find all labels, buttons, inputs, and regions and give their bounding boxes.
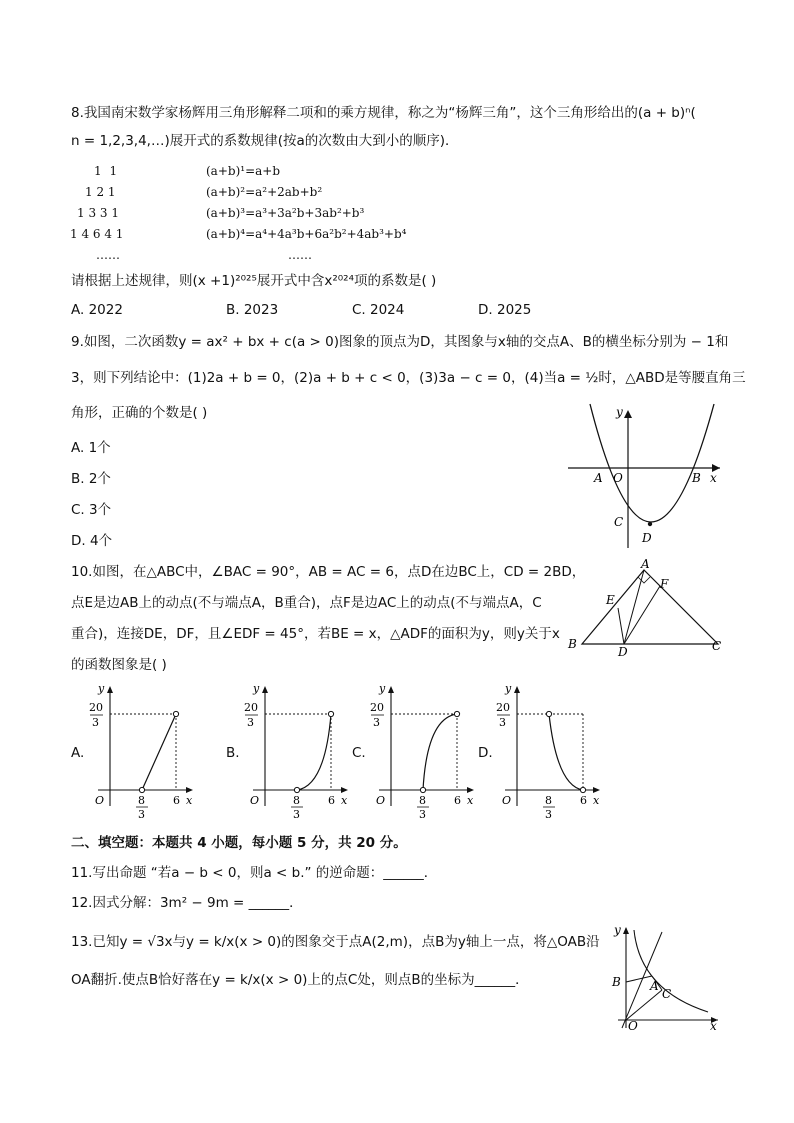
label-x: x xyxy=(710,1019,717,1032)
y-tick-numerator: 20 xyxy=(370,701,384,714)
q10-line1: 10.如图，在△ABC中，∠BAC = 90°，AB = AC = 6，点D在边BC上，CD = 2BD， xyxy=(71,564,586,580)
y-tick-numerator: 20 xyxy=(89,701,103,714)
q10-graph-b xyxy=(243,680,353,820)
x-tick-denominator: 3 xyxy=(419,808,426,820)
y-axis-arrow xyxy=(623,927,629,934)
triangle-abc xyxy=(582,570,718,644)
label-a: A xyxy=(641,557,650,571)
q8-line1: 8.我国南宋数学家杨辉用三角形解释二项和的乘方规律，称之为“杨辉三角”，这个三角形给出的(a + b)ⁿ( xyxy=(71,105,696,121)
label-x: x xyxy=(710,471,717,485)
label-d: D xyxy=(618,645,628,656)
q9-option-b: B. 2个 xyxy=(71,471,111,487)
label-d: D xyxy=(642,531,652,545)
expansion-row: …… xyxy=(288,248,312,262)
open-endpoint xyxy=(173,711,178,716)
triangle-row: 1 3 3 1 xyxy=(77,206,119,220)
q10-line4: 的函数图象是( ) xyxy=(71,657,167,673)
x-tick-denominator: 3 xyxy=(293,808,300,820)
function-curve xyxy=(423,714,457,790)
label-b: B xyxy=(568,637,577,651)
label-c: C xyxy=(614,515,624,529)
q13-line2: OA翻折.使点B恰好落在y = k/x(x > 0)上的点C处，则点B的坐标为______． xyxy=(71,972,529,988)
label-y: y xyxy=(616,405,623,419)
y-axis-arrow xyxy=(262,686,268,693)
q8-option-c: C. 2024 xyxy=(352,302,405,318)
q11: 11.写出命题 “若a − b < 0，则a < b.” 的逆命题：______． xyxy=(71,865,438,881)
y-axis-arrow xyxy=(388,686,394,693)
y-tick-denominator: 3 xyxy=(499,716,506,729)
y-tick-numerator: 20 xyxy=(244,701,258,714)
x-axis-arrow xyxy=(467,787,474,793)
x-tick-six: 6 xyxy=(328,794,335,807)
q10-graph-letter-c: C. xyxy=(352,745,366,761)
q9-option-c: C. 3个 xyxy=(71,502,112,518)
label-f: F xyxy=(660,577,669,591)
parabola-figure xyxy=(560,400,730,550)
label-a: A xyxy=(650,979,659,993)
x-tick-numerator: 8 xyxy=(545,794,552,807)
q8-line2: n = 1,2,3,4,…)展开式的系数规律(按a的次数由大到小的顺序)． xyxy=(71,133,459,149)
function-curve xyxy=(297,714,331,790)
origin-label: O xyxy=(95,794,105,807)
triangle-row: 1 4 6 4 1 xyxy=(70,227,124,241)
open-endpoint xyxy=(454,711,459,716)
label-c: C xyxy=(662,987,672,1001)
origin-label: O xyxy=(376,794,386,807)
q9-line3: 角形，正确的个数是( ) xyxy=(71,405,208,421)
function-curve xyxy=(142,714,176,790)
q8-option-d: D. 2025 xyxy=(478,302,532,318)
y-label: y xyxy=(253,682,260,695)
hyperbola-figure xyxy=(600,924,724,1032)
x-tick-numerator: 8 xyxy=(293,794,300,807)
triangle-row: 1 2 1 xyxy=(85,185,116,199)
x-tick-numerator: 8 xyxy=(138,794,145,807)
segment-de xyxy=(618,608,624,644)
x-tick-six: 6 xyxy=(454,794,461,807)
label-a: A xyxy=(594,471,603,485)
x-tick-denominator: 3 xyxy=(545,808,552,820)
q10-line2: 点E是边AB上的动点(不与端点A，B重合)，点F是边AC上的动点(不与端点A，C xyxy=(71,595,542,611)
label-o: O xyxy=(628,1019,638,1032)
q9-option-a: A. 1个 xyxy=(71,440,111,456)
y-tick-denominator: 3 xyxy=(92,716,99,729)
open-endpoint xyxy=(546,711,551,716)
segment-df xyxy=(624,586,660,644)
q10-graph-c xyxy=(369,680,479,820)
q12: 12.因式分解：3m² − 9m = ______． xyxy=(71,895,303,911)
x-label: x xyxy=(467,794,474,807)
label-e: E xyxy=(606,593,615,607)
open-endpoint xyxy=(294,787,299,792)
open-endpoint xyxy=(420,787,425,792)
open-endpoint xyxy=(580,787,585,792)
vertex-point xyxy=(648,522,652,526)
expansion-row: (a+b)²=a²+2ab+b² xyxy=(206,185,323,199)
label-b: B xyxy=(612,975,621,989)
triangle-row: …… xyxy=(96,248,120,262)
expansion-row: (a+b)¹=a+b xyxy=(206,164,281,178)
x-label: x xyxy=(186,794,193,807)
open-endpoint xyxy=(328,711,333,716)
expansion-row: (a+b)⁴=a⁴+4a³b+6a²b²+4ab³+b⁴ xyxy=(206,227,407,241)
x-axis-arrow xyxy=(186,787,193,793)
y-axis-arrow xyxy=(514,686,520,693)
q10-graph-a xyxy=(88,680,198,820)
q8-question: 请根据上述规律，则(x +1)²⁰²⁵展开式中含x²⁰²⁴项的系数是( ) xyxy=(71,273,437,289)
q10-graph-letter-b: B. xyxy=(226,745,240,761)
y-label: y xyxy=(98,682,105,695)
triangle-figure xyxy=(562,556,732,656)
q10-graph-letter-a: A. xyxy=(71,745,85,761)
y-tick-denominator: 3 xyxy=(247,716,254,729)
q9-option-d: D. 4个 xyxy=(71,533,113,549)
parabola-curve xyxy=(590,404,714,522)
label-b: B xyxy=(692,471,701,485)
y-label: y xyxy=(379,682,386,695)
q10-graph-letter-d: D. xyxy=(478,745,493,761)
expansion-row: (a+b)³=a³+3a²b+3ab²+b³ xyxy=(206,206,365,220)
segment-ba xyxy=(626,976,652,982)
y-label: y xyxy=(505,682,512,695)
q9-line2: 3，则下列结论中：(1)2a + b = 0，(2)a + b + c < 0，(3)3a − c = 0，(4)当a = ½时，△ABD是等腰直角三 xyxy=(71,370,746,386)
x-axis-arrow xyxy=(593,787,600,793)
q10-line3: 重合)，连接DE，DF，且∠EDF = 45°，若BE = x，△ADF的面积为y，则y关于x xyxy=(71,626,560,642)
y-axis-arrow xyxy=(107,686,113,693)
x-tick-denominator: 3 xyxy=(138,808,145,820)
q8-option-a: A. 2022 xyxy=(71,302,123,318)
x-label: x xyxy=(341,794,348,807)
q13-line1: 13.已知y = √3x与y = k/x(x > 0)的图象交于点A(2,m)，点B为y轴上一点，将△OAB沿 xyxy=(71,934,600,950)
y-tick-denominator: 3 xyxy=(373,716,380,729)
q9-line1: 9.如图，二次函数y = ax² + bx + c(a > 0)图象的顶点为D，其图象与x轴的交点A、B的横坐标分别为 − 1和 xyxy=(71,334,729,350)
label-o: O xyxy=(613,471,623,485)
open-endpoint xyxy=(139,787,144,792)
y-axis-arrow xyxy=(624,410,632,418)
q8-option-b: B. 2023 xyxy=(226,302,279,318)
function-curve xyxy=(549,714,583,790)
y-tick-numerator: 20 xyxy=(496,701,510,714)
x-label: x xyxy=(593,794,600,807)
x-axis-arrow xyxy=(341,787,348,793)
section-heading: 二、填空题：本题共 4 小题，每小题 5 分，共 20 分。 xyxy=(71,835,407,851)
q10-graph-d xyxy=(495,680,605,820)
origin-label: O xyxy=(502,794,512,807)
label-c: C xyxy=(712,639,722,653)
x-tick-six: 6 xyxy=(173,794,180,807)
x-tick-numerator: 8 xyxy=(419,794,426,807)
right-angle-mark xyxy=(638,577,650,583)
origin-label: O xyxy=(250,794,260,807)
x-tick-six: 6 xyxy=(580,794,587,807)
triangle-row: 1 1 xyxy=(94,164,118,178)
label-y: y xyxy=(614,924,621,937)
